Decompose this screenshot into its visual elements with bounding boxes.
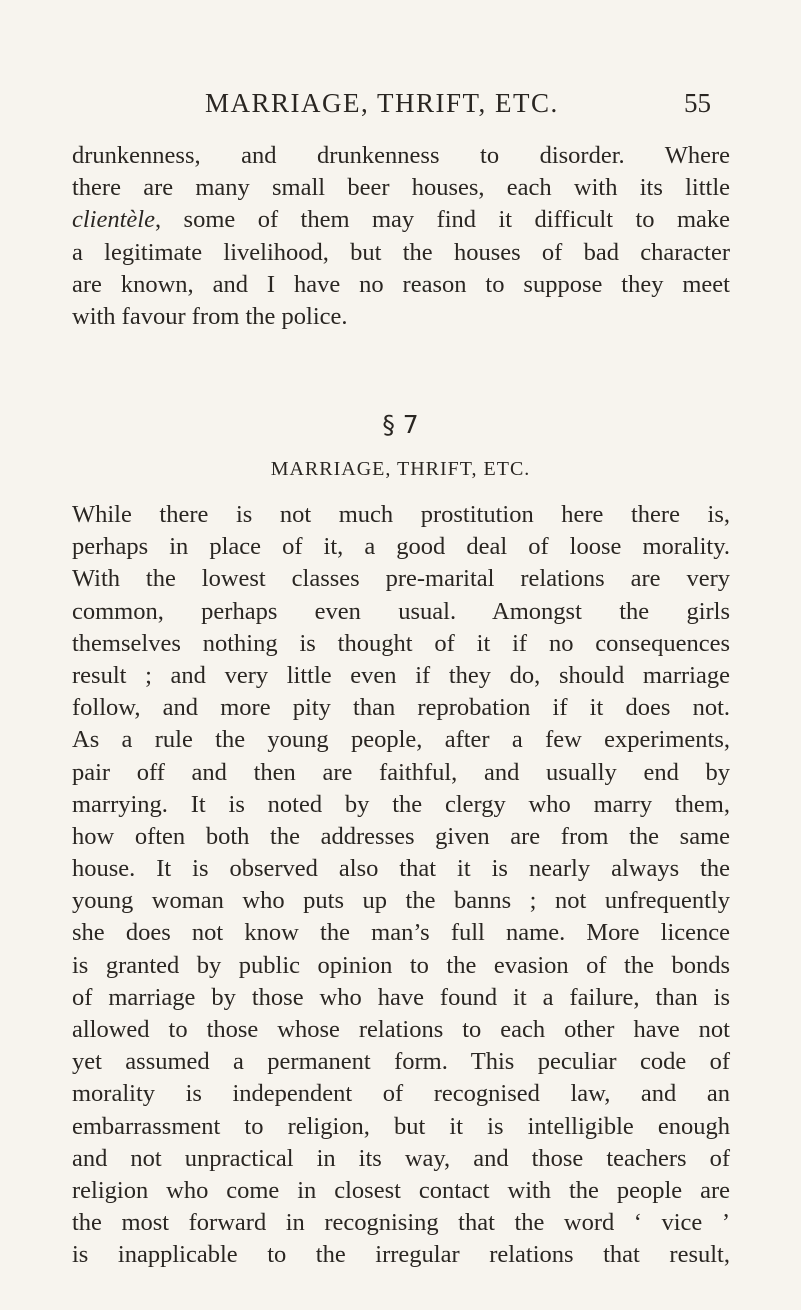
paragraph-continuation (72, 140, 730, 333)
text-line: common, perhaps even usual. Amongst the girls (72, 597, 730, 625)
text-line: pair off and then are faithful, and usually end by (72, 758, 730, 786)
italic-word: clientèle (72, 206, 155, 234)
text-line: religion who come in closest contact with the people are (72, 1176, 730, 1204)
text-line: yet assumed a permanent form. This peculiar code of (72, 1048, 730, 1076)
text-line: themselves nothing is thought of it if no consequences (72, 629, 730, 657)
text-line: the most forward in recognising that the word ‘ vice ’ (72, 1209, 730, 1237)
page-number: 55 (684, 88, 711, 118)
text-line: embarrassment to religion, but it is intelligible enough (72, 1112, 730, 1140)
text-line: As a rule the young people, after a few experiments, (72, 726, 730, 754)
text-line: and not unpractical in its way, and those teachers of (72, 1144, 730, 1172)
text-line: drunkenness, and drunkenness to disorder. Where (72, 142, 730, 169)
text-line: house. It is observed also that it is nearly always the (72, 855, 730, 883)
text-line-rest: , some of them may find it difficult to make (154, 206, 730, 234)
text-line: While there is not much prostitution here there is, (72, 501, 730, 528)
text-line: young woman who puts up the banns ; not unfrequently (72, 887, 730, 915)
text-line: is inapplicable to the irregular relations that result, (72, 1241, 730, 1269)
text-line: with favour from the police. (72, 302, 348, 330)
text-line: perhaps in place of it, a good deal of loose morality. (72, 533, 730, 561)
text-line: follow, and more pity than reprobation if it does not. (72, 694, 730, 722)
text-line: are known, and I have no reason to suppose they meet (72, 270, 730, 298)
text-line-with-italic (72, 204, 730, 236)
text-line: With the lowest classes pre-marital relations are very (72, 565, 730, 593)
running-head: MARRIAGE, THRIFT, ETC. (205, 88, 559, 118)
text-line: she does not know the man’s full name. More licence (72, 919, 730, 947)
text-line: allowed to those whose relations to each other have not (72, 1016, 730, 1043)
text-line: how often both the addresses given are from the same (72, 822, 730, 850)
text-line: a legitimate livelihood, but the houses of bad character (72, 238, 730, 266)
section-paragraph (72, 499, 730, 1272)
text-line: result ; and very little even if they do, should marriage (72, 661, 730, 689)
text-line: of marriage by those who have found it a failure, than is (72, 983, 730, 1011)
text-line: is granted by public opinion to the evasion of the bonds (72, 951, 730, 979)
text-line: there are many small beer houses, each with its little (72, 174, 730, 202)
text-line: morality is independent of recognised law, and an (72, 1080, 730, 1108)
text-line: marrying. It is noted by the clergy who marry them, (72, 790, 730, 818)
section-title: MARRIAGE, THRIFT, ETC. (270, 458, 531, 480)
section-number: § 7 (382, 410, 419, 439)
